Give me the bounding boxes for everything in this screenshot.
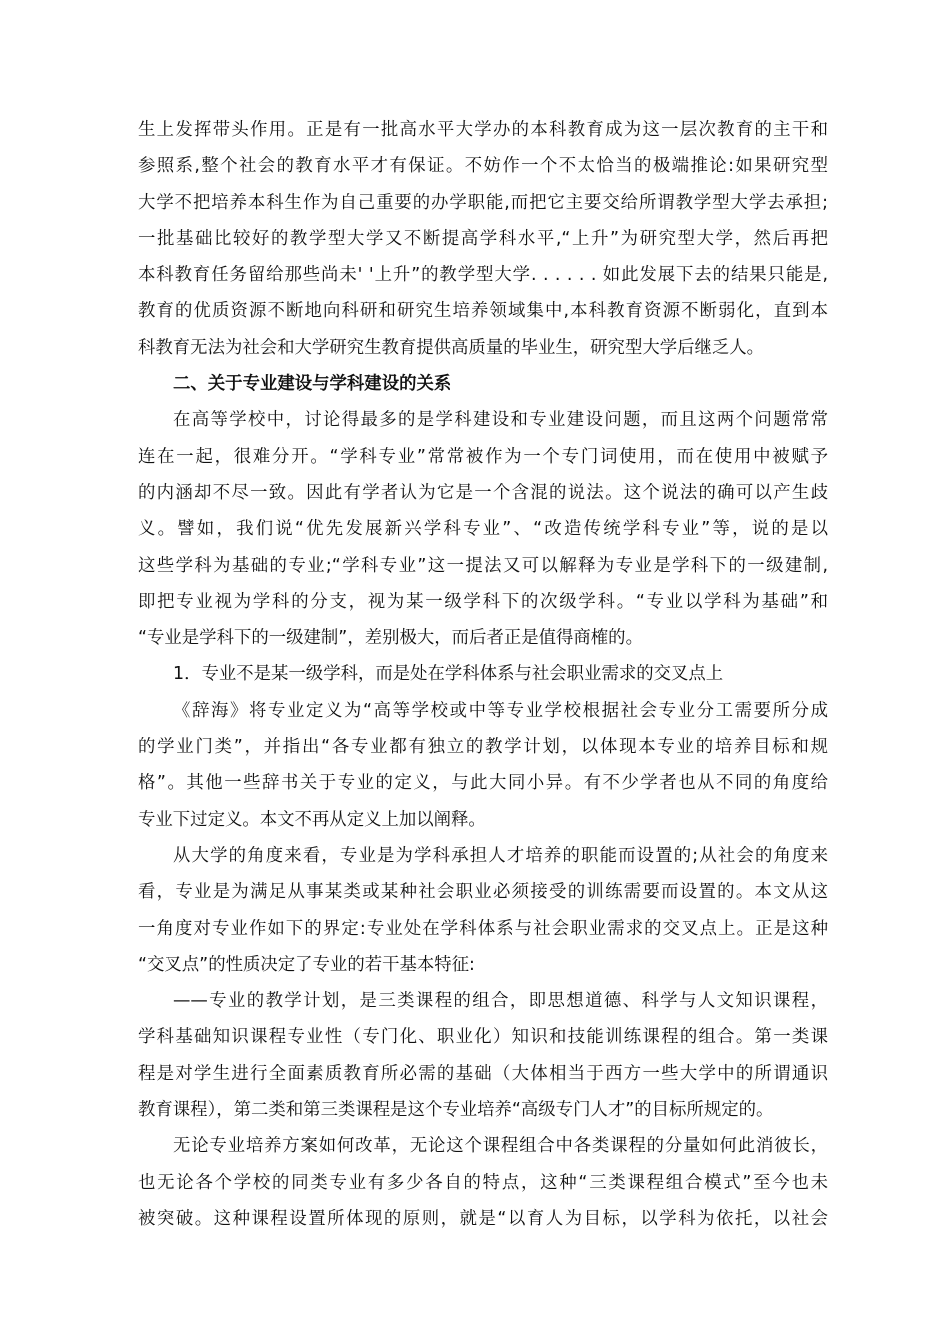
paragraph-higher-quality-universities (138, 112, 828, 366)
text-line: 一批基础比较好的教学型大学又不断提高学科水平,“上升”为研究型大学，然后再把 (138, 228, 828, 249)
text-line: “专业是学科下的一级建制”，差别极大，而后者正是值得商榷的。 (138, 628, 643, 649)
paragraph-major-definition (138, 838, 828, 983)
text-line: 这些学科为基础的专业;“学科专业”这一提法又可以解释为专业是学科下的一级建制, (138, 555, 828, 576)
text-line: 也无论各个学校的同类专业有多少各自的特点，这种“三类课程组合模式”至今也未 (138, 1172, 828, 1193)
text-line: 程是对学生进行全面素质教育所必需的基础（大体相当于西方一些大学中的所谓通识 (138, 1063, 828, 1084)
text-line: 义。譬如，我们说“优先发展新兴学科专业”、“改造传统学科专业”等，说的是以 (138, 519, 828, 540)
text-line: 生上发挥带头作用。正是有一批高水平大学办的本科教育成为这一层次教育的主干和 (138, 120, 828, 140)
paragraph-teaching-plan (138, 983, 828, 1128)
paragraph-course-combination (138, 1128, 828, 1237)
text-line: 无论专业培养方案如何改革，无论这个课程组合中各类课程的分量如何此消彼长， (173, 1136, 828, 1157)
text-line: “交叉点”的性质决定了专业的若干基本特征: (138, 954, 475, 975)
text-line: 的内涵却不尽一致。因此有学者认为它是一个含混的说法。这个说法的确可以产生歧 (138, 482, 828, 503)
text-line: 参照系,整个社会的教育水平才有保证。不妨作一个不太恰当的极端推论:如果研究型 (138, 156, 828, 177)
text-line: 一角度对专业作如下的界定:专业处在学科体系与社会职业需求的交叉点上。正是这种 (138, 918, 828, 939)
section-heading: 二、关于专业建设与学科建设的关系 (173, 374, 452, 395)
text-line: ——专业的教学计划，是三类课程的组合，即思想道德、科学与人文知识课程， (173, 991, 828, 1012)
text-line: 本科教育任务留给那些尚未' '上升”的教学型大学. . . . . . 如此发展下去的结果只能是, (138, 265, 828, 286)
text-line: 看，专业是为满足从事某类或某种社会职业必须接受的训练需要而设置的。本文从这 (138, 882, 828, 903)
text-line: 教育的优质资源不断地向科研和研究生培养领域集中,本科教育资源不断弱化，直到本 (138, 301, 828, 322)
paragraph-discipline-and-major (138, 402, 828, 656)
subsection-heading: 1．专业不是某一级学科，而是处在学科体系与社会职业需求的交叉点上 (173, 664, 724, 685)
text-line: 从大学的角度来看，专业是为学科承担人才培养的职能而设置的;从社会的角度来 (173, 845, 828, 866)
text-line: 连在一起，很难分开。“学科专业”常常被作为一个专门词使用，而在使用中被赋予 (138, 446, 828, 467)
text-line: 《辞海》将专业定义为“高等学校或中等专业学校根据社会专业分工需要所分成 (173, 700, 828, 721)
text-line: 大学不把培养本科生作为自己重要的办学职能,而把它主要交给所谓教学型大学去承担; (138, 192, 828, 213)
text-line: 科教育无法为社会和大学研究生教育提供高质量的毕业生，研究型大学后继乏人。 (138, 337, 765, 358)
text-line: 学科基础知识课程专业性（专门化、职业化）知识和技能训练课程的组合。第一类课 (138, 1027, 828, 1048)
text-line: 即把专业视为学科的分支，视为某一级学科下的次级学科。“专业以学科为基础”和 (138, 591, 828, 612)
text-line: 在高等学校中，讨论得最多的是学科建设和专业建设问题，而且这两个问题常常 (173, 410, 828, 431)
text-line: 的学业门类”，并指出“各专业都有独立的教学计划，以体现本专业的培养目标和规 (138, 737, 828, 758)
paragraph-cihai-definition (138, 693, 828, 838)
text-line: 被突破。这种课程设置所体现的原则，就是“以育人为目标，以学科为依托，以社会 (138, 1208, 828, 1229)
text-line: 教育课程），第二类和第三类课程是这个专业培养“高级专门人才”的目标所规定的。 (138, 1100, 774, 1121)
document-body (138, 112, 828, 1237)
text-line: 专业下过定义。本文不再从定义上加以阐释。 (138, 809, 486, 830)
text-line: 格”。其他一些辞书关于专业的定义，与此大同小异。有不少学者也从不同的角度给 (138, 773, 828, 794)
